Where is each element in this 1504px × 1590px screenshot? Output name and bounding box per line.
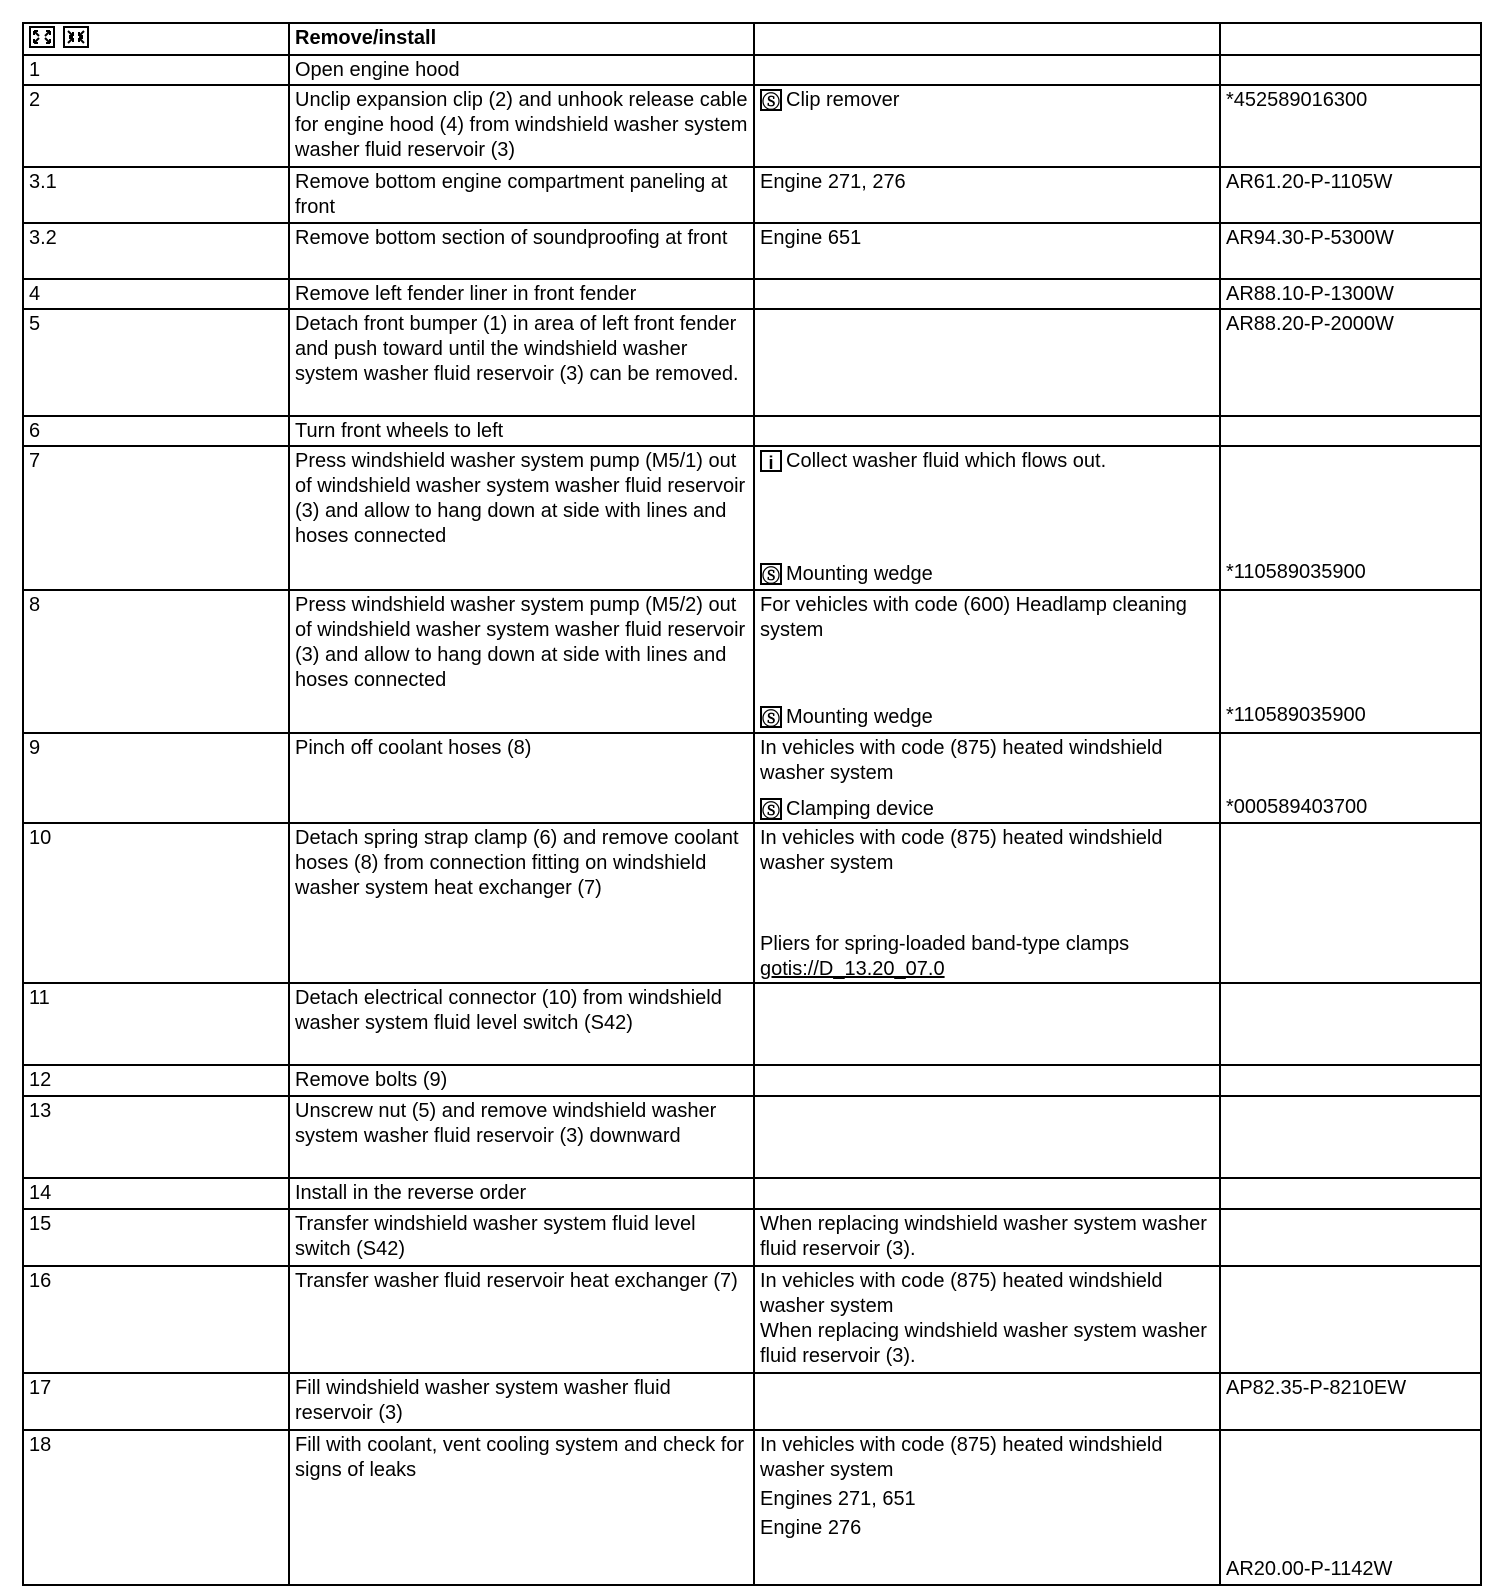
step-number: 13 xyxy=(23,1096,289,1178)
header-title: Remove/install xyxy=(289,23,754,55)
step-action: Turn front wheels to left xyxy=(289,416,754,446)
tool-number[interactable]: *000589403700 xyxy=(1226,796,1368,818)
step-action: Fill windshield washer system washer fluid reservoir (3) xyxy=(289,1373,754,1430)
step-ref[interactable]: AR94.30-P-5300W xyxy=(1220,223,1481,279)
table-row xyxy=(23,416,1481,446)
tool-name: Mounting wedge xyxy=(786,706,933,728)
tool-icon: Ⓢ xyxy=(760,798,782,820)
header-icons-cell xyxy=(23,23,289,55)
step-note xyxy=(754,733,1220,823)
step-note xyxy=(754,416,1220,446)
condition-text: In vehicles with code (875) heated windshield washer system xyxy=(760,737,1163,784)
table-row xyxy=(23,1065,1481,1096)
table-row xyxy=(23,223,1481,279)
step-action: Detach front bumper (1) in area of left front fender and push toward until the windshield washer system washer fluid reservoir (3) can be removed. xyxy=(289,309,754,416)
step-ref xyxy=(1220,1096,1481,1178)
procedure-sheet xyxy=(22,22,1480,1586)
step-note xyxy=(754,1065,1220,1096)
step-number: 5 xyxy=(23,309,289,416)
step-ref xyxy=(1220,823,1481,983)
step-note: When replacing windshield washer system washer fluid reservoir (3). xyxy=(754,1209,1220,1266)
step-number: 6 xyxy=(23,416,289,446)
table-row xyxy=(23,733,1481,823)
step-ref xyxy=(1220,1266,1481,1373)
step-action: Fill with coolant, vent cooling system and check for signs of leaks xyxy=(289,1430,754,1585)
table-row xyxy=(23,1209,1481,1266)
step-note: Engine 271, 276 xyxy=(754,167,1220,223)
step-ref xyxy=(1220,416,1481,446)
step-ref xyxy=(1220,446,1481,590)
expand-icon[interactable] xyxy=(29,26,55,48)
step-number: 18 xyxy=(23,1430,289,1585)
step-ref[interactable]: AR88.10-P-1300W xyxy=(1220,279,1481,309)
step-number: 10 xyxy=(23,823,289,983)
step-ref xyxy=(1220,1065,1481,1096)
condition-text: In vehicles with code (875) heated windshield washer system xyxy=(760,827,1163,874)
step-action: Remove bottom section of soundproofing at front xyxy=(289,223,754,279)
step-note xyxy=(754,590,1220,733)
condition-text: In vehicles with code (875) heated windshield washer system xyxy=(760,1434,1163,1481)
step-action: Detach spring strap clamp (6) and remove coolant hoses (8) from connection fitting on windshield washer system heat exchanger (7) xyxy=(289,823,754,983)
tool-icon: Ⓢ xyxy=(760,706,782,728)
step-number: 8 xyxy=(23,590,289,733)
procedure-table xyxy=(22,22,1482,1586)
step-action: Pinch off coolant hoses (8) xyxy=(289,733,754,823)
condition-text: Engine 276 xyxy=(760,1517,862,1539)
step-note xyxy=(754,1266,1220,1373)
table-row xyxy=(23,309,1481,416)
table-row xyxy=(23,1178,1481,1209)
step-number: 15 xyxy=(23,1209,289,1266)
step-note: Engine 651 xyxy=(754,223,1220,279)
step-action: Remove left fender liner in front fender xyxy=(289,279,754,309)
table-row xyxy=(23,983,1481,1065)
doc-ref[interactable]: AR20.00-P-1142W xyxy=(1226,1558,1393,1580)
step-number: 14 xyxy=(23,1178,289,1209)
step-number: 4 xyxy=(23,279,289,309)
step-action: Remove bolts (9) xyxy=(289,1065,754,1096)
step-action: Remove bottom engine compartment paneling at front xyxy=(289,167,754,223)
step-number: 7 xyxy=(23,446,289,590)
step-number: 9 xyxy=(23,733,289,823)
step-ref xyxy=(1220,733,1481,823)
table-row xyxy=(23,1096,1481,1178)
step-ref xyxy=(1220,983,1481,1065)
table-row xyxy=(23,823,1481,983)
step-note xyxy=(754,85,1220,167)
step-note xyxy=(754,983,1220,1065)
step-number: 2 xyxy=(23,85,289,167)
step-ref[interactable]: AR61.20-P-1105W xyxy=(1220,167,1481,223)
step-action: Unscrew nut (5) and remove windshield washer system washer fluid reservoir (3) downward xyxy=(289,1096,754,1178)
step-ref xyxy=(1220,1430,1481,1585)
step-action: Transfer washer fluid reservoir heat exchanger (7) xyxy=(289,1266,754,1373)
table-header-row xyxy=(23,23,1481,55)
step-number: 3.2 xyxy=(23,223,289,279)
step-ref[interactable]: *452589016300 xyxy=(1220,85,1481,167)
step-action: Detach electrical connector (10) from windshield washer system fluid level switch (S42) xyxy=(289,983,754,1065)
header-empty-cell xyxy=(754,23,1220,55)
table-row xyxy=(23,1266,1481,1373)
table-row xyxy=(23,1373,1481,1430)
step-number: 12 xyxy=(23,1065,289,1096)
step-action: Press windshield washer system pump (M5/2) out of windshield washer system washer fluid reservoir (3) and allow to hang down at side with lines and hoses connected xyxy=(289,590,754,733)
tool-name: Pliers for spring-loaded band-type clamps xyxy=(760,933,1130,955)
step-note xyxy=(754,1373,1220,1430)
table-row xyxy=(23,1430,1481,1585)
step-number: 16 xyxy=(23,1266,289,1373)
table-row xyxy=(23,590,1481,733)
tool-number[interactable]: *110589035900 xyxy=(1226,704,1366,726)
tool-icon: Ⓢ xyxy=(760,89,782,111)
header-empty-cell xyxy=(1220,23,1481,55)
step-number: 3.1 xyxy=(23,167,289,223)
collapse-icon[interactable] xyxy=(63,26,89,48)
table-row xyxy=(23,55,1481,85)
step-note xyxy=(754,1096,1220,1178)
tool-name: Clip remover xyxy=(786,89,900,111)
step-action: Unclip expansion clip (2) and unhook release cable for engine hood (4) from windshield washer system washer fluid reservoir (3) xyxy=(289,85,754,167)
step-note xyxy=(754,446,1220,590)
step-action: Transfer windshield washer system fluid level switch (S42) xyxy=(289,1209,754,1266)
table-row xyxy=(23,279,1481,309)
step-note xyxy=(754,309,1220,416)
condition-text: In vehicles with code (875) heated windshield washer system xyxy=(760,1270,1163,1317)
condition-text: When replacing windshield washer system washer fluid reservoir (3). xyxy=(760,1320,1207,1367)
step-note xyxy=(754,55,1220,85)
table-row xyxy=(23,85,1481,167)
step-action: Open engine hood xyxy=(289,55,754,85)
tool-name: Mounting wedge xyxy=(786,563,933,585)
step-number: 17 xyxy=(23,1373,289,1430)
step-ref xyxy=(1220,55,1481,85)
step-action: Install in the reverse order xyxy=(289,1178,754,1209)
step-number: 11 xyxy=(23,983,289,1065)
table-row xyxy=(23,167,1481,223)
tool-icon: Ⓢ xyxy=(760,563,782,585)
condition-text: Engines 271, 651 xyxy=(760,1488,916,1510)
step-note xyxy=(754,1178,1220,1209)
step-ref xyxy=(1220,1209,1481,1266)
step-note xyxy=(754,1430,1220,1585)
step-ref[interactable]: AR88.20-P-2000W xyxy=(1220,309,1481,416)
step-note xyxy=(754,279,1220,309)
info-icon: i xyxy=(760,450,782,472)
step-ref xyxy=(1220,590,1481,733)
info-text: Collect washer fluid which flows out. xyxy=(786,450,1107,472)
step-ref[interactable]: AP82.35-P-8210EW xyxy=(1220,1373,1481,1430)
step-ref xyxy=(1220,1178,1481,1209)
step-action: Press windshield washer system pump (M5/1) out of windshield washer system washer fluid reservoir (3) and allow to hang down at side with lines and hoses connected xyxy=(289,446,754,590)
step-note xyxy=(754,823,1220,983)
tool-name: Clamping device xyxy=(786,798,934,820)
condition-text: For vehicles with code (600) Headlamp cleaning system xyxy=(760,594,1187,641)
tool-number[interactable]: *110589035900 xyxy=(1226,561,1366,583)
tool-link[interactable]: gotis://D_13.20_07.0 xyxy=(760,958,945,980)
step-number: 1 xyxy=(23,55,289,85)
table-row xyxy=(23,446,1481,590)
